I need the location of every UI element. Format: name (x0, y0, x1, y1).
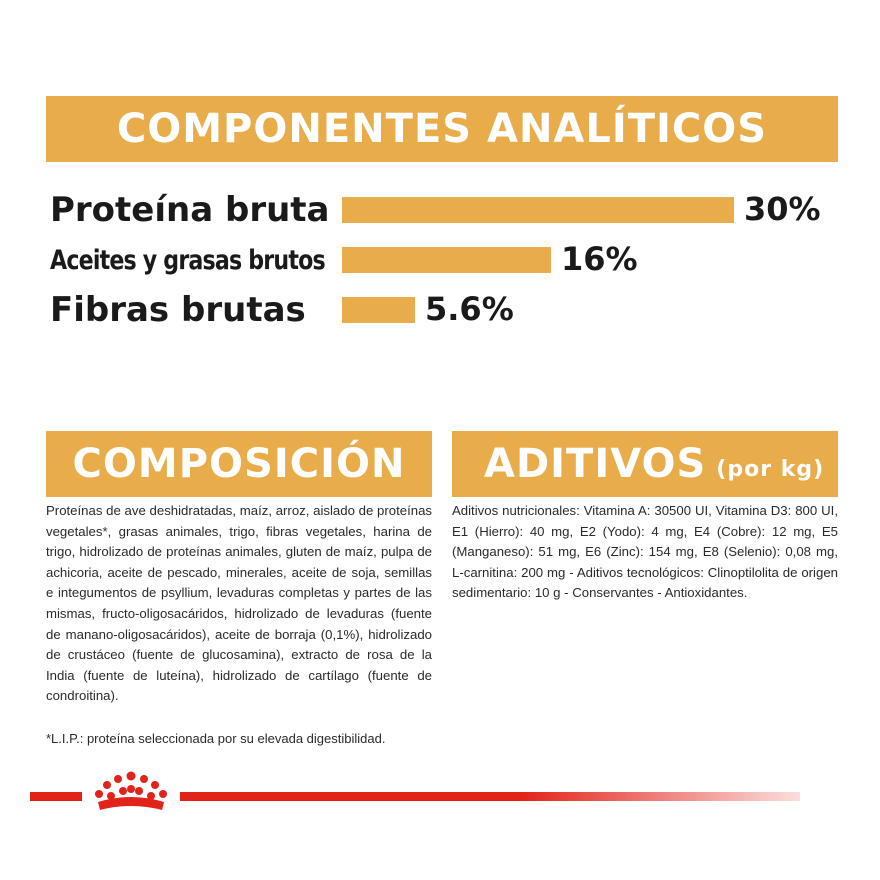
analytic-bar (342, 297, 415, 323)
footer-line-left (30, 792, 82, 801)
footer-line-right (180, 792, 800, 801)
analiticos-title: COMPONENTES ANALÍTICOS (116, 106, 768, 152)
analytic-label: Aceites y grasas brutos (50, 244, 325, 276)
analytic-value: 16% (561, 240, 638, 278)
aditivos-text: Aditivos nutricionales: Vitamina A: 30500 UI, Vitamina D3: 800 UI, E1 (Hierro): 40 mg, E2 (Yodo): 4 mg, E4 (Cobre): 12 mg, E5 (Manganeso): 51 mg, E6 (Zinc): 154 mg, E8 (Selenio): 0,08 mg, L-carnitina: 200 mg - Aditivos tecnológicos: Clinoptilolita de origen sedimentario: 10 g - Conservantes - Antioxidantes. (452, 503, 838, 601)
aditivos-banner (452, 431, 838, 497)
aditivos-unit: (por kg) (716, 456, 825, 482)
aditivos-title: ADITIVOS (484, 441, 707, 487)
analytic-value: 30% (744, 190, 821, 228)
analytic-bar (342, 197, 734, 223)
analytic-value: 5.6% (425, 290, 514, 328)
composicion-text: Proteínas de ave deshidratadas, maíz, arroz, aislado de proteínas vegetales*, grasas animales, trigo, fibras vegetales, harina de trigo, hidrolizado de proteínas animales, gluten de maíz, pulpa de achicoria, aceite de pescado, minerales, aceite de soja, semillas e integumentos de psyllium, levaduras completas y partes de las mismas, fructo-oligosacáridos, hidrolizado de levaduras (fuente de manano-oligosacáridos), aceite de borraja (0,1%), hidrolizado de crustáceo (fuente de glucosamina), extracto de rosa de la India (fuente de luteína), hidrolizado de cartílago (fuente de condroitina). (46, 503, 432, 704)
composicion-banner (46, 431, 432, 497)
analiticos-banner (46, 96, 838, 162)
composicion-title: COMPOSICIÓN (72, 441, 406, 487)
composicion-note: *L.I.P.: proteína seleccionada por su elevada digestibilidad. (46, 731, 386, 746)
analytic-bar (342, 247, 551, 273)
crown-icon (88, 770, 174, 814)
analytic-label: Proteína bruta (50, 190, 330, 230)
analytic-label: Fibras brutas (50, 290, 306, 330)
